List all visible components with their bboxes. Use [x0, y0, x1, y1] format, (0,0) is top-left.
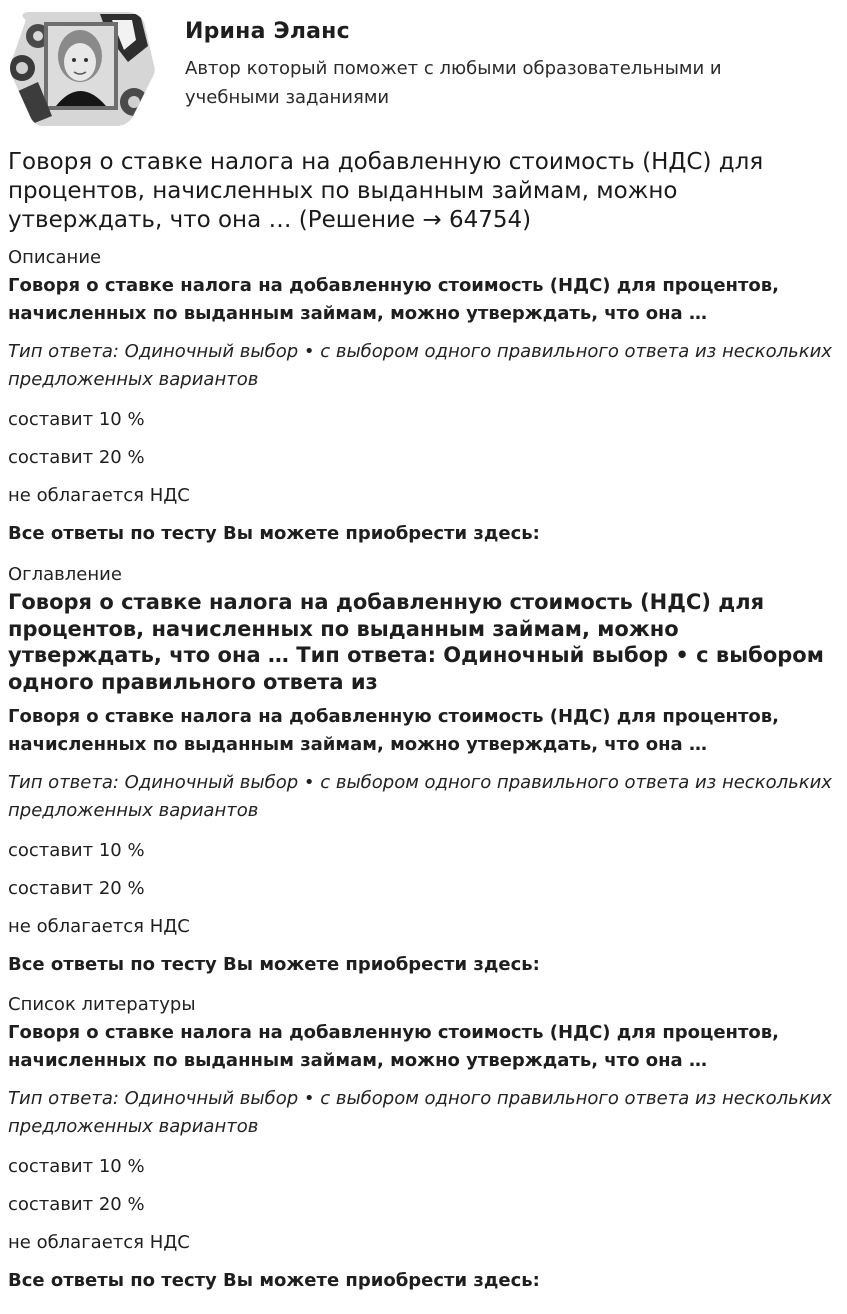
references-option-3: не облагается НДС	[8, 1232, 190, 1253]
references-question: Говоря о ставке налога на добавленную стоимость (НДС) для процентов, начисленных по выданным займам, можно утверждать, что она …	[8, 1022, 780, 1071]
references-answer-type: Тип ответа: Одиночный выбор • с выбором одного правильного ответа из нескольких предложенных вариантов	[8, 1088, 832, 1137]
author-name[interactable]: Ирина Эланс	[185, 19, 350, 44]
references-section	[8, 993, 838, 1293]
author-avatar[interactable]	[8, 6, 156, 128]
description-answer-type: Тип ответа: Одиночный выбор • с выбором одного правильного ответа из нескольких предложенных вариантов	[8, 341, 832, 390]
description-option-2: составит 20 %	[8, 447, 145, 468]
description-section	[8, 246, 838, 546]
contents-buy-link[interactable]: Все ответы по тесту Вы можете приобрести здесь:	[8, 954, 540, 975]
references-label: Список литературы	[8, 994, 196, 1015]
references-option-1: составит 10 %	[8, 1156, 145, 1177]
contents-option-3: не облагается НДС	[8, 916, 190, 937]
contents-answer-type: Тип ответа: Одиночный выбор • с выбором одного правильного ответа из нескольких предложенных вариантов	[8, 772, 832, 821]
author-bio: Автор который поможет с любыми образовательными и учебными заданиями	[185, 58, 722, 108]
page-title: Говоря о ставке налога на добавленную стоимость (НДС) для процентов, начисленных по выданным займам, можно утверждать, что она … (Решение → 64754)	[8, 149, 764, 233]
description-option-3: не облагается НДС	[8, 485, 190, 506]
references-buy-link[interactable]: Все ответы по тесту Вы можете приобрести здесь:	[8, 1270, 540, 1291]
description-option-1: составит 10 %	[8, 409, 145, 430]
contents-label: Оглавление	[8, 564, 122, 585]
references-option-2: составит 20 %	[8, 1194, 145, 1215]
author-card	[8, 6, 838, 128]
description-buy-link[interactable]: Все ответы по тесту Вы можете приобрести здесь:	[8, 523, 540, 544]
contents-section	[8, 563, 838, 977]
description-question: Говоря о ставке налога на добавленную стоимость (НДС) для процентов, начисленных по выданным займам, можно утверждать, что она …	[8, 275, 780, 324]
contents-option-1: составит 10 %	[8, 840, 145, 861]
contents-option-2: составит 20 %	[8, 878, 145, 899]
contents-heading: Говоря о ставке налога на добавленную стоимость (НДС) для процентов, начисленных по выданным займам, можно утверждать, что она … Тип ответа: Одиночный выбор • с выбором одного правильного ответа из	[8, 590, 824, 694]
contents-question: Говоря о ставке налога на добавленную стоимость (НДС) для процентов, начисленных по выданным займам, можно утверждать, что она …	[8, 706, 780, 755]
description-label: Описание	[8, 247, 102, 268]
